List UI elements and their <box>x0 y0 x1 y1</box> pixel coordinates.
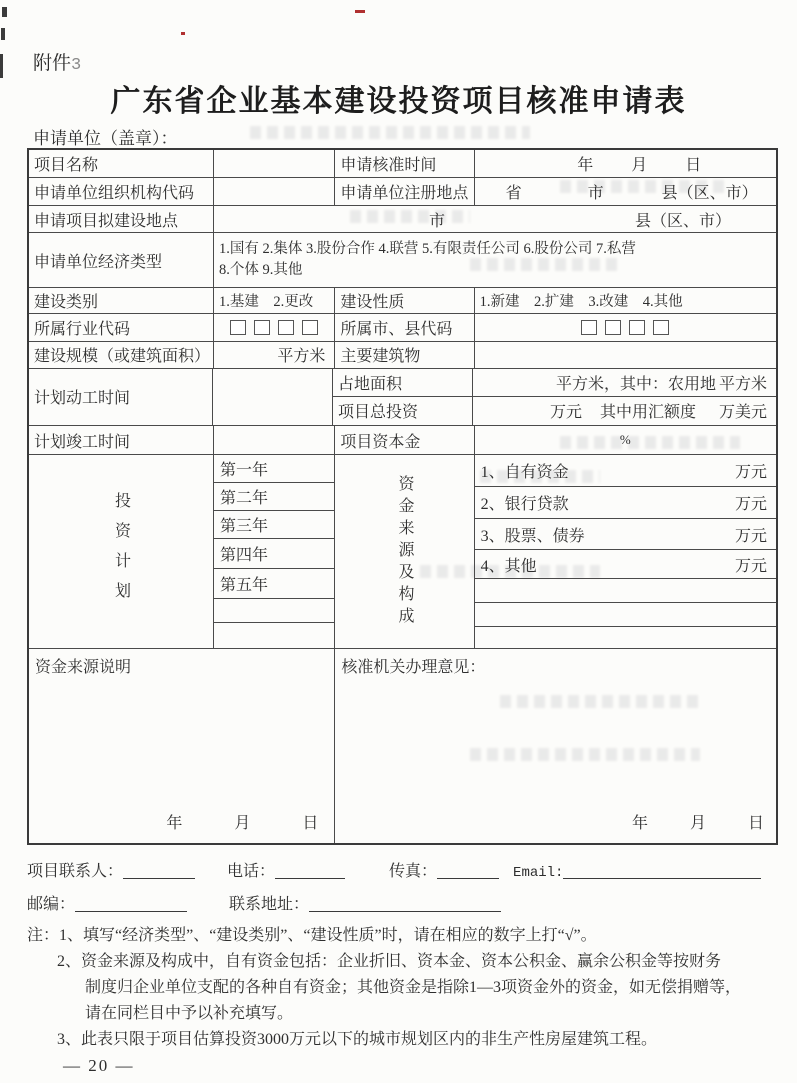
invest-year-row[interactable]: 第二年 <box>214 483 334 511</box>
code-box[interactable] <box>230 320 246 335</box>
code-box[interactable] <box>629 320 645 335</box>
approval-date-field[interactable] <box>475 150 776 177</box>
industry-code-label: 所属行业代码 <box>29 314 214 341</box>
edge-ink-mark <box>1 28 5 40</box>
form-title: 广东省企业基本建设投资项目核准申请表 <box>110 85 687 118</box>
city-label: 市 <box>429 212 446 230</box>
invest-year-row[interactable]: 第一年 <box>214 455 334 483</box>
build-category-label: 建设类别 <box>29 288 214 313</box>
land-area-field[interactable] <box>473 369 776 397</box>
red-scan-speck <box>181 32 185 35</box>
sqm-unit-label: 平方米 <box>718 375 767 393</box>
land-area-mid-label: 平方米，其中：农用地 <box>556 375 717 393</box>
approval-opinion-date[interactable]: 年 月 日 <box>631 814 764 832</box>
code-box[interactable] <box>653 320 669 335</box>
county-label: 县（区、市） <box>635 212 732 230</box>
project-name-field[interactable] <box>214 150 335 177</box>
economy-options-line1[interactable]: 1.国有 2.集体 3.股份合作 4.联营 5.有限责任公司 6.股份公司 7.私营 <box>219 241 636 258</box>
economy-type-label: 申请单位经济类型 <box>29 233 214 287</box>
region-code-boxes <box>475 314 776 341</box>
forex-label: 其中用汇额度 <box>600 404 697 422</box>
investment-plan-label: 投资计划 <box>29 455 214 648</box>
funding-explanation-cell[interactable] <box>29 649 335 843</box>
note-1: 注：1、填写“经济类型”、“建设类别”、“建设性质”时，请在相应的数字上打“√”。 <box>27 927 597 944</box>
build-location-field[interactable] <box>214 206 776 233</box>
funding-row[interactable]: 4、其他 万元 <box>475 550 776 579</box>
county-label: 县（区、市） <box>661 184 758 202</box>
attachment-label: 附件3 <box>33 53 82 75</box>
build-category-options[interactable]: 1.基建 2.更改 <box>214 288 335 313</box>
email-label: Email: <box>513 865 564 881</box>
bleedthrough-artifact <box>250 126 530 139</box>
zip-blank[interactable] <box>75 895 187 912</box>
contact-blank[interactable] <box>123 862 195 879</box>
funding-row[interactable]: 3、股票、债券 万元 <box>475 519 776 550</box>
code-box[interactable] <box>302 320 318 335</box>
complete-time-label: 计划竣工时间 <box>29 426 214 455</box>
build-nature-options[interactable]: 1.新建 2.扩建 3.改建 4.其他 <box>479 294 683 311</box>
build-location-label: 申请项目拟建设地点 <box>29 206 214 233</box>
main-building-field[interactable] <box>475 342 776 368</box>
funding-row-empty[interactable] <box>475 579 776 603</box>
complete-time-field[interactable] <box>214 426 335 455</box>
invest-year-row-empty[interactable] <box>214 623 334 648</box>
phone-blank[interactable] <box>275 862 345 879</box>
org-code-label: 申请单位组织机构代码 <box>29 178 214 205</box>
capital-label: 项目资本金 <box>335 426 474 455</box>
region-code-label: 所属市、县代码 <box>335 314 474 341</box>
approval-opinion-label: 核准机关办理意见： <box>341 659 486 677</box>
invest-year-row[interactable]: 第五年 <box>214 569 334 599</box>
note-3: 3、此表只限于项目估算投资3000万元以下的城市规划区内的非生产性房屋建筑工程。 <box>57 1031 658 1048</box>
capital-field[interactable] <box>475 426 776 455</box>
funding-source-label: 资金来源及构成 <box>335 455 474 648</box>
note-2-line2: 制度归企业单位支配的各种自有资金；其他资金是指除1—3项资金外的资金，如无偿捐赠等， <box>85 979 742 996</box>
code-box[interactable] <box>605 320 621 335</box>
address-label: 联系地址： <box>229 896 310 913</box>
approval-opinion-cell[interactable] <box>335 649 776 843</box>
note-2-line3: 请在同栏目中予以补充填写。 <box>85 1005 294 1022</box>
funding-row[interactable]: 2、银行贷款 万元 <box>475 487 776 519</box>
invest-year-row[interactable]: 第四年 <box>214 539 334 569</box>
notes-section <box>27 923 787 1079</box>
reg-location-label: 申请单位注册地点 <box>335 178 474 205</box>
investment-years-column <box>214 455 335 648</box>
month-label: 月 <box>631 156 648 174</box>
funding-rows-column <box>475 455 776 648</box>
applicant-seal-label: 申请单位（盖章）： <box>33 129 178 148</box>
code-box[interactable] <box>278 320 294 335</box>
edge-ink-mark <box>0 54 3 78</box>
phone-label: 电话： <box>227 863 276 880</box>
percent-unit-label: % <box>619 432 631 448</box>
note-2-line1: 2、资金来源及构成中，自有资金包括：企业折旧、资本金、资本公积金、赢余公积金等按财务 <box>57 953 722 970</box>
org-code-field[interactable] <box>214 178 335 205</box>
reg-location-field[interactable] <box>475 178 776 205</box>
total-investment-label: 项目总投资 <box>333 397 473 425</box>
start-time-label: 计划动工时间 <box>29 369 213 425</box>
funding-explanation-label: 资金来源说明 <box>35 659 132 677</box>
fax-blank[interactable] <box>437 862 499 879</box>
edge-ink-mark <box>2 7 7 17</box>
code-box[interactable] <box>254 320 270 335</box>
wanyuan-unit-label: 万元 <box>550 404 583 422</box>
main-building-label: 主要建筑物 <box>335 342 474 368</box>
build-scale-label: 建设规模（或建筑面积） <box>29 342 214 368</box>
email-blank[interactable] <box>563 862 761 879</box>
funding-row-empty[interactable] <box>475 627 776 648</box>
invest-year-row[interactable]: 第三年 <box>214 511 334 539</box>
forex-unit-label: 万美元 <box>718 404 767 422</box>
funding-row-empty[interactable] <box>475 603 776 627</box>
land-area-label: 占地面积 <box>333 369 473 397</box>
start-time-field[interactable] <box>213 369 333 425</box>
industry-code-boxes <box>214 314 335 341</box>
application-table <box>27 148 778 845</box>
address-line <box>27 891 501 914</box>
project-name-label: 项目名称 <box>29 150 214 177</box>
contact-label: 项目联系人： <box>27 863 124 880</box>
zip-label: 邮编： <box>27 896 76 913</box>
funding-row[interactable]: 1、自有资金 万元 <box>475 455 776 487</box>
economy-options-line2[interactable]: 8.个体 9.其他 <box>219 262 303 279</box>
red-scan-mark <box>355 10 365 13</box>
address-blank[interactable] <box>309 895 501 912</box>
contact-line <box>27 858 761 881</box>
province-label: 省 <box>505 184 522 202</box>
fax-label: 传真： <box>389 863 438 880</box>
city-label: 市 <box>587 184 604 202</box>
total-investment-field[interactable] <box>473 397 776 425</box>
invest-year-row-empty[interactable] <box>214 599 334 623</box>
funding-explanation-date[interactable]: 年 月 日 <box>166 814 319 832</box>
build-scale-field[interactable] <box>214 342 335 368</box>
approval-time-label: 申请核准时间 <box>335 150 474 177</box>
code-box[interactable] <box>581 320 597 335</box>
day-label: 日 <box>685 156 702 174</box>
page-number: — 20 — <box>63 1056 135 1075</box>
economy-type-options[interactable] <box>214 233 776 287</box>
year-label: 年 <box>577 156 594 174</box>
sqm-unit-label: 平方米 <box>277 348 326 366</box>
build-nature-label: 建设性质 <box>335 288 474 313</box>
